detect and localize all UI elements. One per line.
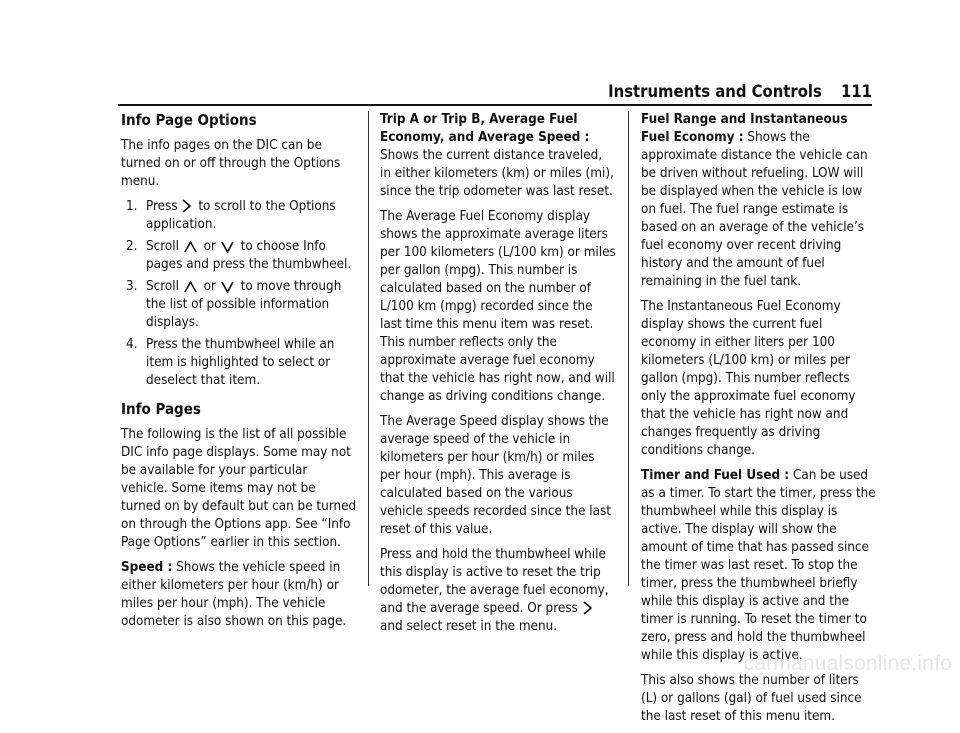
- definition: Shows the vehicle speed in either kilometers per hour (km/h) or miles per hour (mph). The vehicle odometer is also shown on this page.: [121, 560, 347, 629]
- intro-paragraph: The info pages on the DIC can be turned on or off through the Options menu.: [121, 138, 341, 189]
- chevron-down-icon: [221, 281, 234, 293]
- paragraph: This also shows the number of liters (L) or gallons (gal) of fuel used since the last reset of this menu item.: [641, 673, 862, 724]
- column-divider: [628, 111, 629, 586]
- chevron-right-icon: [583, 601, 592, 615]
- page-header: [608, 82, 872, 101]
- term: Trip A or Trip B, Average Fuel Economy, and Average Speed :: [380, 112, 590, 145]
- term: Fuel Range and Instantaneous Fuel Economy :: [641, 112, 848, 145]
- step-text: to choose Info pages and press the thumbwheel.: [146, 239, 352, 272]
- chevron-up-icon: [184, 241, 197, 253]
- step-number: 4.: [126, 337, 138, 352]
- column-3: [641, 111, 877, 733]
- chevron-right-icon: [182, 199, 191, 213]
- timer-entry: [641, 467, 877, 665]
- list-item: [121, 198, 357, 234]
- definition: Can be used as a timer. To start the timer, press the thumbwheel while this display is active. The display will show the amount of time that has passed since the timer was last reset. To stop the timer, press the thumbwheel briefly while this display is active and the timer is running. To reset the timer to zero, press and hold the thumbwheel while this display is active.: [641, 468, 876, 663]
- step-text: Scroll: [146, 239, 179, 254]
- list-item: [121, 336, 357, 390]
- page-number: 111: [841, 82, 872, 101]
- chevron-down-icon: [221, 241, 234, 253]
- list-item: [121, 238, 357, 274]
- step-number: 3.: [126, 279, 138, 294]
- step-text: Press: [146, 199, 178, 214]
- heading-info-pages: Info Pages: [121, 400, 201, 418]
- column-1: [121, 111, 357, 638]
- column-divider: [368, 111, 369, 586]
- trip-entry: [380, 111, 616, 201]
- text-segment: Press and hold the thumbwheel while this display is active to reset the trip odometer, the average fuel economy, and the average speed. Or press: [380, 547, 609, 616]
- step-text: or: [203, 239, 216, 254]
- header-rule: [118, 104, 872, 106]
- text-segment: and select reset in the menu.: [380, 619, 558, 634]
- paragraph: The Average Speed display shows the average speed of the vehicle in kilometers per hour (km/h) or miles per hour (mph). This average is calculated based on the various vehicle speeds recorded since the last reset of this value.: [380, 414, 612, 537]
- paragraph: The Average Fuel Economy display shows the approximate average liters per 100 kilometers (L/100 km) or miles per gallon (mpg). This number is calculated based on the number of L/100 km (mpg) recorded since the last time this menu item was reset. This number reflects only the approximate average fuel economy that the vehicle has right now, and will change as driving conditions change.: [380, 209, 616, 404]
- definition: Shows the approximate distance the vehicle can be driven without refueling. LOW will be displayed when the vehicle is low on fuel. The fuel range estimate is based on an average of the vehicle’s fuel economy over recent driving history and the amount of fuel remaining in the fuel tank.: [641, 130, 868, 289]
- column-2: [380, 111, 616, 643]
- list-item: [121, 278, 357, 332]
- paragraph: [380, 546, 616, 636]
- step-text: Press the thumbwheel while an item is highlighted to select or deselect that item.: [146, 337, 335, 388]
- steps-list: [121, 198, 357, 390]
- step-number: 1.: [126, 199, 138, 214]
- speed-entry: [121, 559, 357, 631]
- step-text: to move through the list of possible information displays.: [146, 279, 342, 330]
- term: Speed :: [121, 560, 173, 575]
- section-title: Instruments and Controls: [608, 82, 822, 101]
- chevron-up-icon: [184, 281, 197, 293]
- term: Timer and Fuel Used :: [641, 468, 790, 483]
- step-number: 2.: [126, 239, 138, 254]
- step-text: or: [203, 279, 216, 294]
- step-text: to scroll to the Options application.: [146, 199, 336, 232]
- fuel-range-entry: [641, 111, 877, 291]
- definition: Shows the current distance traveled, in either kilometers (km) or miles (mi), since the trip odometer was last reset.: [380, 148, 614, 199]
- heading-info-page-options: Info Page Options: [121, 111, 257, 129]
- paragraph: The Instantaneous Fuel Economy display shows the current fuel economy in either liters per 100 kilometers (L/100 km) or miles per gallon (mpg). This number reflects only the approximate fuel economy that the vehicle has right now and changes frequently as driving conditions change.: [641, 299, 856, 458]
- step-text: Scroll: [146, 279, 179, 294]
- watermark: carmanualsonline.info: [743, 652, 952, 675]
- paragraph: The following is the list of all possible DIC info page displays. Some may not be available for your particular vehicle. Some items may not be turned on by default but can be turned on through the Options app. See “Info Page Options” earlier in this section.: [121, 427, 357, 550]
